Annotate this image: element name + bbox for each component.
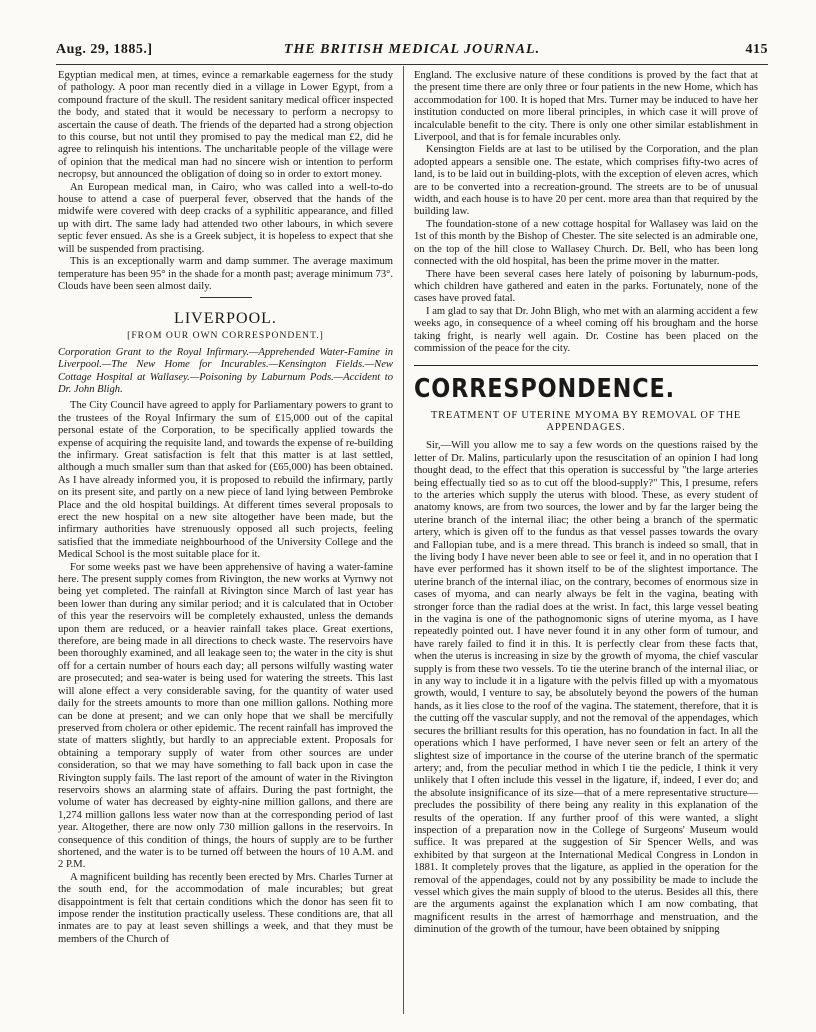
article-paragraph: The foundation-stone of a new cottage hospital for Wallasey was laid on the 1st of this month by the Bishop of Chester. The site selected is an admirable one, on the top of the hill close to Wallasey Church. Dr. Bell, who has been long connected with the old hospital, has been the prime mover in the matter. [414, 218, 758, 268]
letter-title: TREATMENT OF UTERINE MYOMA BY REMOVAL OF THE APPENDAGES. [430, 410, 742, 434]
letter-paragraph: Sir,—Will you allow me to say a few words on the questions raised by the letter of Dr. Malins, particularly upon the resuscitation of an opinion I had long thought dead, to the effect that this operation is successful by "the large arteries being effectually tied so as to cut off the blood-supply?" This, I presume, refers to the arteries which supply the uterus with blood. These, as every student of anatomy knows, are from two sources, the lower and by far the larger being the uterine branch of the internal iliac; the other being a branch of the spermatic artery, which is given off to the fundus as that vessel passes towards the ovary and Fallopian tube, and is a mere thread. This branch is indeed so small, that in the living body I have never been able to see or feel it, and in no operation that I have ever performed has it shown itself to be of the slightest importance. The uterine branch of the internal iliac, on the contrary, becomes of enormous size in cases of myoma, and can nearly always be felt in the vagina, beating with stronger force than the radial does at the wrist. In fact, this large vessel beating in the vagina is one of the pathognomonic signs of uterine myoma, as I have repeatedly pointed out. I have never found it in any other form of tumour, and have rarely failed to find it in this. It is perfectly clear from these facts that, when the uterus is increasing in size by the growth of myoma, the chief vascular supply is from these two vessels. To tie the uterine branch of the internal iliac, or in any way to include it in a ligature with the pelvis filled up with a myomatous growth, would, I venture to say, be absolutely beyond the powers of the human hands, as it lies close to the roof of the vagina. The statement, therefore, that it is the cutting off the vascular supply, and not the removal of the appendages, which secures the brilliant results for this operation, has no foundation in fact. In all the operations which I have performed, I have never seen or felt an artery of the slightest size of importance in the course of the uterine branch of the spermatic artery; and, from the peculiar method in which I tie the pedicle, I think it very unlikely that I often include this vessel in the ligature, if, indeed, I ever do; and the absolute insignificance of its size—that of a mere representative structure—precludes the possibility of there being any reality in this explanation of the results of the operation. If any further proof of this were wanted, a slight inspection of a preparation now in the College of Surgeons' Museum would suffice. It was prepared at the suggestion of Sir Spencer Wells, and was exhibited by that surgeon at the International Medical Congress in London in 1881. It completely proves that the ligature, as applied in the operation for the removal of the appendages, could not by any possibility be made to include the vessel which gives the main supply of blood to the uterus. Besides all this, there are the arguments against the explanation which I am now combating, that magnificent results in the arrest of hæmorrhage and menstruation, and the diminution of the growth of the tumour, have been obtained by snipping [414, 440, 758, 936]
article-paragraph: A magnificent building has recently been erected by Mrs. Charles Turner at the south end, for the accommodation of male incurables; but great disappointment is felt that certain conditions which the donor has seen fit to impose render the institution practically useless. These conditions are, that all inmates are to pay at least seven shillings a week, and that they must be members of the Church of [58, 871, 393, 945]
article-paragraph: There have been several cases here lately of poisoning by laburnum-pods, which children have gathered and eaten in the parks. Fortunately, none of the cases have proved fatal. [414, 268, 758, 305]
left-column [58, 70, 393, 1014]
article-paragraph: I am glad to say that Dr. John Bligh, who met with an alarming accident a few weeks ago, in consequence of a wheel coming off his brougham and the horse taking fright, is nearly well again. Dr. Costine has been placed on the commission of the peace for the city. [414, 305, 758, 354]
correspondence-heading: CORRESPONDENCE. [414, 374, 675, 405]
section-divider [200, 297, 252, 298]
article-paragraph: England. The exclusive nature of these conditions is proved by the fact that at the present time there are only three or four patients in the new Home, which has accommodation for 100. It is hoped that Mrs. Turner may be induced to have her institution conducted on more liberal principles, in which case it will prove of incalculable benefit to the city. There is only one other similar establishment in Liverpool, and that is for female incurables only. [414, 70, 758, 144]
journal-title: THE BRITISH MEDICAL JOURNAL. [283, 42, 541, 57]
column-divider [403, 66, 404, 1014]
article-paragraph: An European medical man, in Cairo, who was called into a well-to-do house to attend a case of puerperal fever, observed that the hands of the midwife were covered with deep cracks of a syphilitic appearance, and filled up with dirt. The same lady had attended two other labours, in which severe septic fever ensued. As she is a Greek subject, it is hopeless to expect that she will be suspended from practising. [58, 181, 393, 255]
article-paragraph: The City Council have agreed to apply for Parliamentary powers to grant to the trustees of the Royal Infirmary the sum of £15,000 out of the capital personal estate of the Corporation, to be specifically applied towards the expense of acquiring the requisite land, and towards the expense of re-building the infirmary. Great satisfaction is felt that this matter is at last settled, although a much smaller sum than that asked for (£65,000) has been obtained. As I have already informed you, it is proposed to rebuild the infirmary, partly on its present site, and partly on a new piece of land lying between Pembroke Place and the old hospital buildings. At different times several proposals to erect the new hospital on a new site altogether have been made, but the infirmary authorities have strenuously opposed all such projects, feeling satisfied that the immediate neighbourhood of the University College and the Medical School is the most suitable place for it. [58, 400, 393, 561]
article-paragraph: For some weeks past we have been apprehensive of having a water-famine here. The present supply comes from Rivington, the new works at Vyrnwy not being yet completed. The rainfall at Rivington since March of last year has been lower than during any similar period; and it is calculated that in October of this year the reservoirs will be completely exhausted, unless the demands upon them are reduced, or a heavier rainfall takes place. Great exertions, therefore, are being made in all directions to check waste. The reservoirs have been thoroughly examined, and all leakage seen to; the water in the city is shut off for a certain number of hours each day; all persons wilfully wasting water are prosecuted; and sea-water is being used for watering the streets. This last will alone effect a very considerable saving, for the quantity of water used daily for the streets amounts to more than one million gallons. Nothing more can be done at present; and we can only hope that we shall be mercifully preserved from cholera or other epidemic. The recent rainfall has improved the state of matters slightly, but hardly to an appreciable extent. Proposals for obtaining a temporary supply of water from other sources are under consideration, so that we may have something to fall back upon in case the Rivington supply fails. The last report of the amount of water in the Rivington reservoirs shows an alarming state of affairs. During the past fortnight, the volume of water has decreased by eighty-nine million gallons, and there are 1,274 million gallons less water now than at the corresponding period of last year. Altogether, there are now only 730 million gallons in the reservoirs. In consequence of this condition of things, the hours of supply are to be further shortened, and the water is to be turned off between the hours of 10 A.M. and 2 P.M. [58, 561, 393, 871]
issue-date: Aug. 29, 1885.] [56, 42, 153, 57]
section-rule [414, 365, 758, 366]
article-paragraph: Egyptian medical men, at times, evince a remarkable eagerness for the study of pathology. A poor man recently died in a village in Lower Egypt, from a compound fracture of the skull. The resident sanitary medical officer inspected the body, and stated that it would be necessary to perform a necropsy to ascertain the cause of death. The friends of the departed had a strong objection to this course, but not until they promised to pay the medical man £2, did he agree to relinquish his intentions. The uncharitable people of the village were of opinion that the medical man had no sincere wish or intention to perform necropsy, but announced the obligation of doing so in order to extort money. [58, 70, 393, 181]
page-header [56, 42, 768, 62]
correspondent-line: [FROM OUR OWN CORRESPONDENT.] [127, 330, 324, 342]
header-rule [56, 64, 768, 65]
article-paragraph: This is an exceptionally warm and damp summer. The average maximum temperature has been 95° in the shade for a month past; average minimum 73°. Clouds have been seen almost daily. [58, 256, 393, 292]
liverpool-heading: LIVERPOOL. [174, 310, 277, 328]
article-paragraph: Kensington Fields are at last to be utilised by the Corporation, and the plan adopted appears a sensible one. The estate, which comprises fifty-two acres of land, is to be laid out in building-plots, with the exception of eleven acres, which are to be converted into a recreation-ground. The streets are to be of unusual width, and each house is to have 20 per cent. more area than that required by the building law. [414, 144, 758, 218]
section-summary: Corporation Grant to the Royal Infirmary.—Apprehended Water-Famine in Liverpool.—The New Home for Incurables.—Kensington Fields.—New Cottage Hospital at Wallasey.—Poisoning by Laburnum Pods.—Accident to Dr. John Bligh. [58, 346, 393, 395]
page-number: 415 [745, 42, 768, 57]
right-column [414, 70, 758, 1014]
